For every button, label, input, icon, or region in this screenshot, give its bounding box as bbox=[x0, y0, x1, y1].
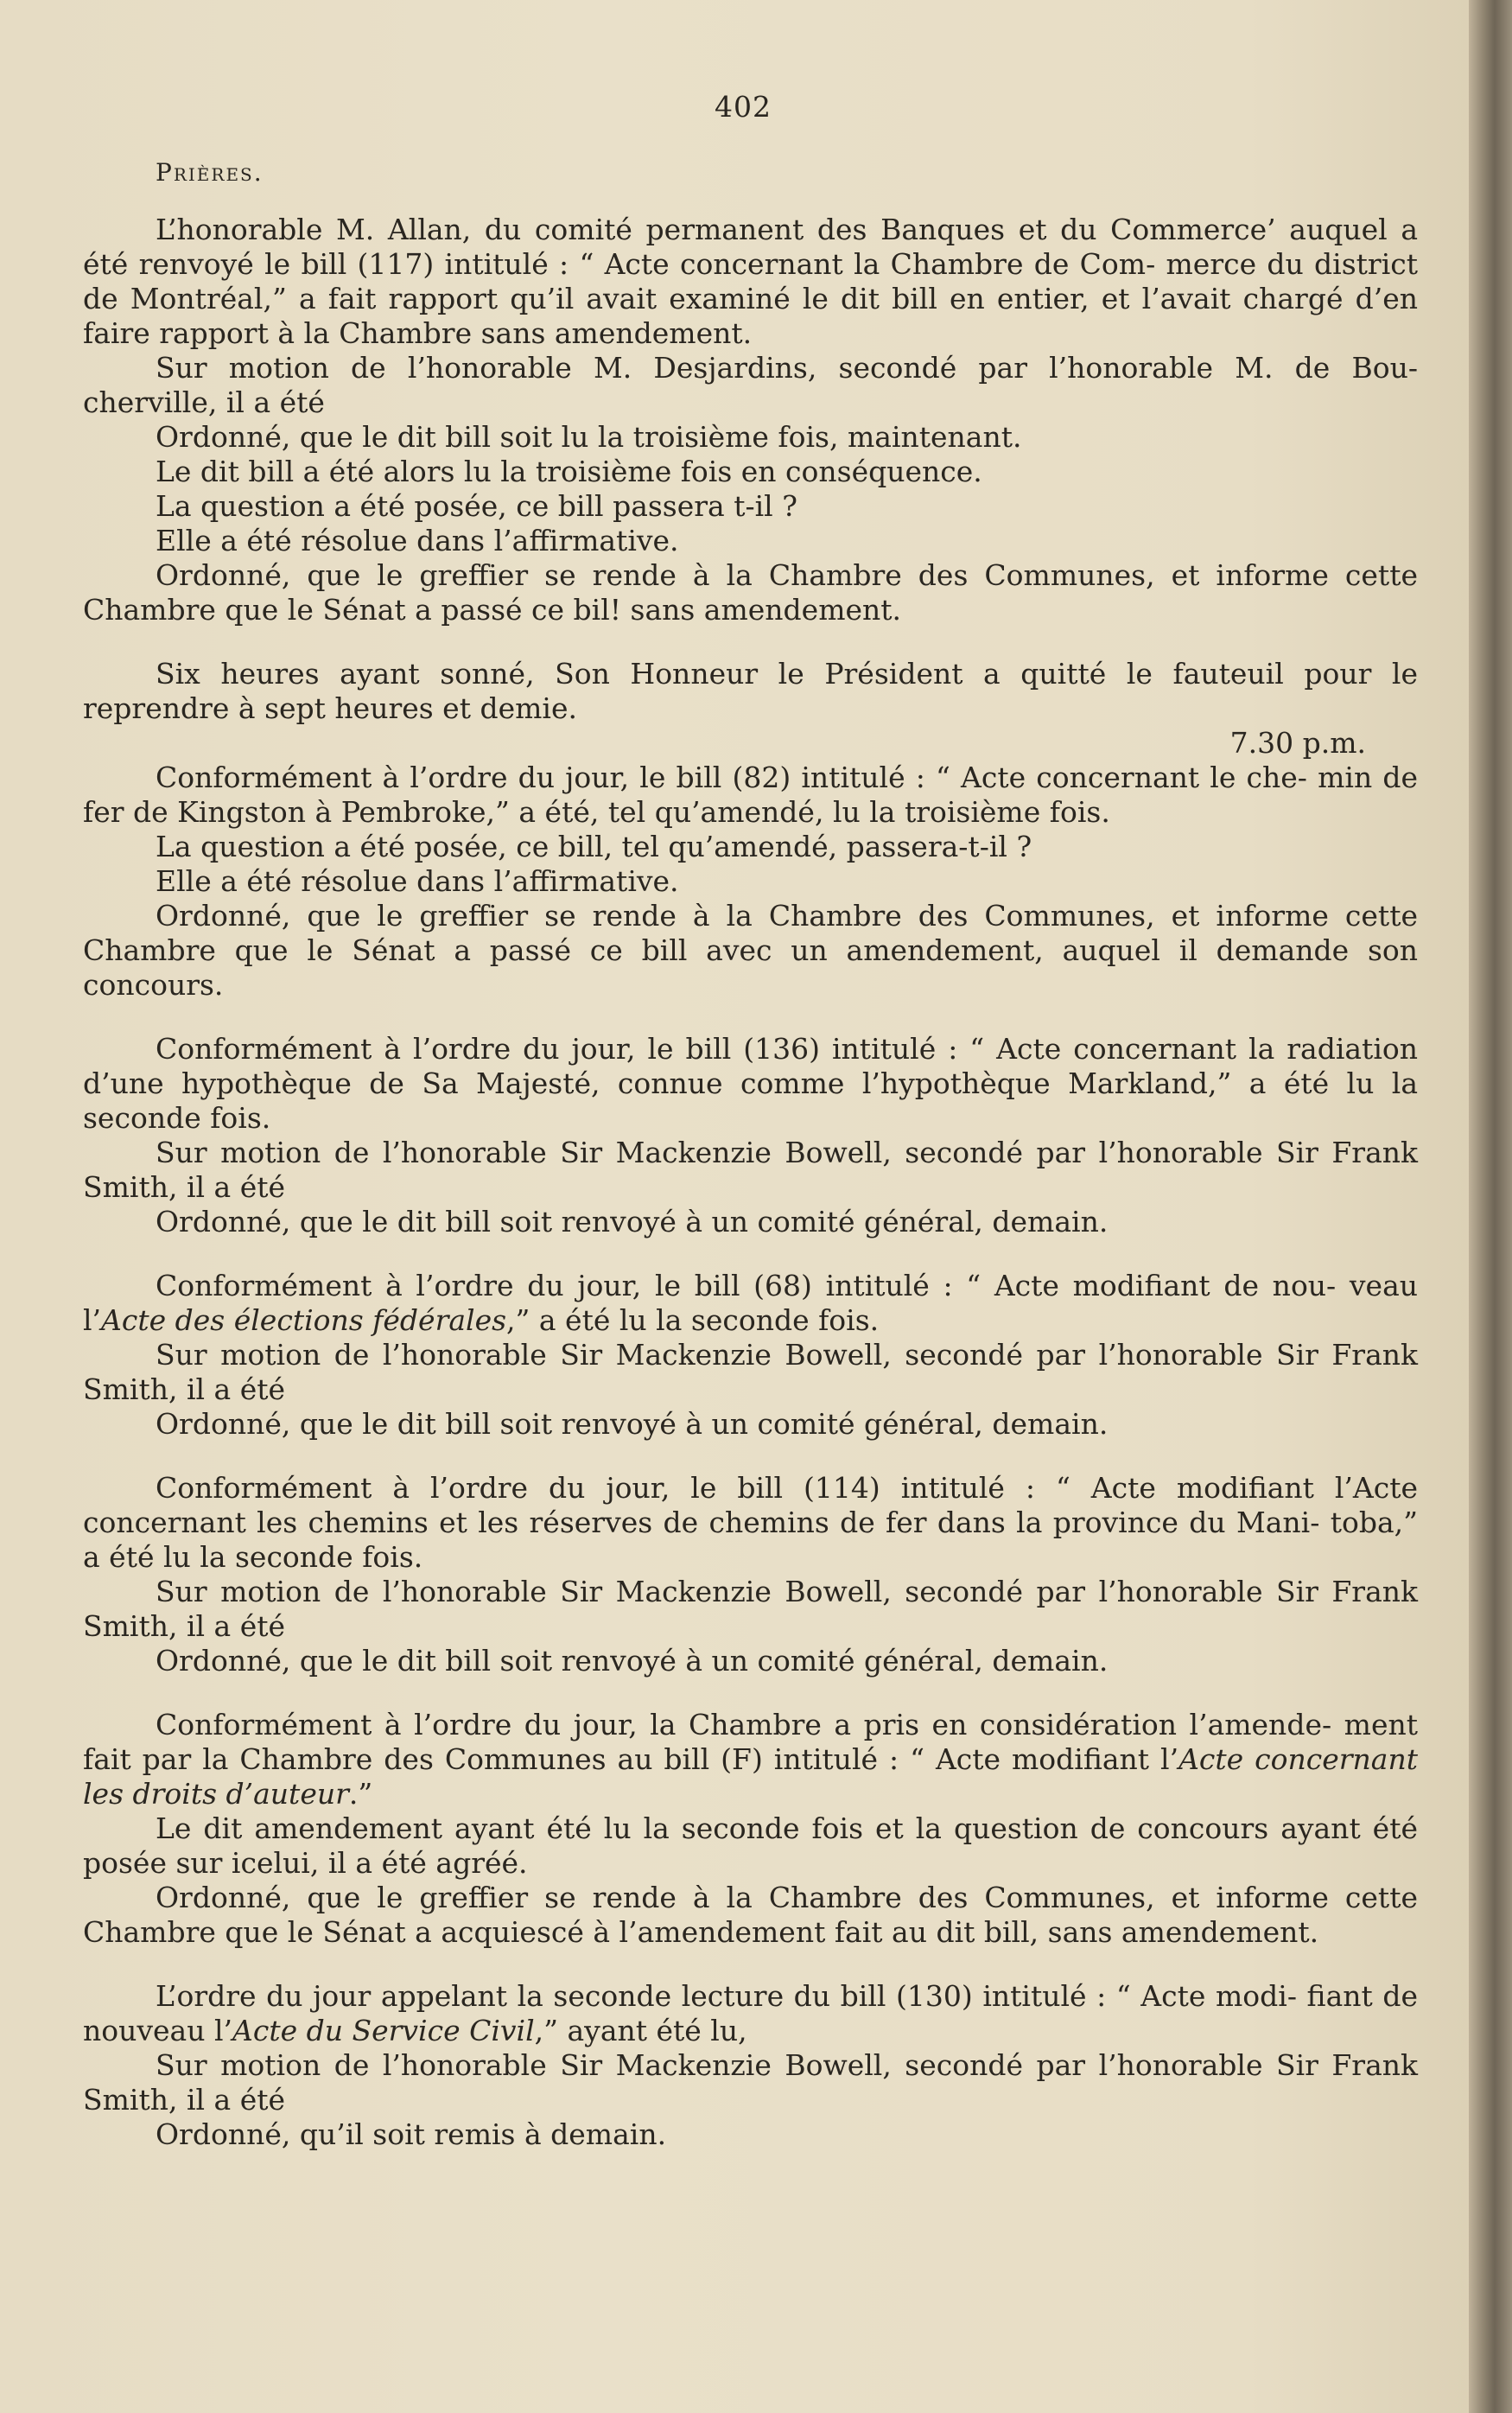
paragraph: Elle a été résolue dans l’affirmative. bbox=[156, 524, 679, 557]
paragraph: Conformément à l’ordre du jour, la Chambre a pris en considération l’amende- ment fait par la Chambre des Communes au bill (F) intitulé : “ Acte modifiant l’Acte concernant les droits d’auteur.” bbox=[83, 1708, 1418, 1811]
paragraph-gap bbox=[83, 1442, 1418, 1471]
document-body bbox=[83, 156, 1418, 2152]
time-stamp: 7.30 p.m. bbox=[1229, 726, 1366, 760]
paragraph-gap bbox=[83, 1950, 1418, 1979]
paragraph-gap bbox=[83, 1003, 1418, 1032]
paragraph: Ordonné, qu’il soit remis à demain. bbox=[156, 2117, 667, 2151]
paragraph: Ordonné, que le dit bill soit lu la troisième fois, maintenant. bbox=[156, 420, 1022, 454]
paragraph: Sur motion de l’honorable M. Desjardins, secondé par l’honorable M. de Bou- cherville, il a été bbox=[83, 351, 1418, 419]
paragraph: La question a été posée, ce bill passera t-il ? bbox=[156, 489, 797, 523]
paragraph: Ordonné, que le dit bill soit renvoyé à un comité général, demain. bbox=[156, 1644, 1109, 1678]
paragraph: Sur motion de l’honorable Sir Mackenzie Bowell, secondé par l’honorable Sir Frank Smith, il a été bbox=[83, 1136, 1418, 1204]
paragraph: Conformément à l’ordre du jour, le bill (114) intitulé : “ Acte modifiant l’Acte concernant les chemins et les réserves de chemins de fer dans la province du Mani- toba,” a été lu la seconde fois. bbox=[83, 1471, 1418, 1574]
paragraph: Conformément à l’ordre du jour, le bill (82) intitulé : “ Acte concernant le che- min de fer de Kingston à Pembroke,” a été, tel qu’amendé, lu la troisième fois. bbox=[83, 761, 1418, 829]
paragraph: Six heures ayant sonné, Son Honneur le Président a quitté le fauteuil pour le reprendre à sept heures et demie. bbox=[83, 657, 1418, 725]
paragraph: Elle a été résolue dans l’affirmative. bbox=[156, 864, 679, 898]
paragraph-gap bbox=[83, 1678, 1418, 1708]
paragraph: Sur motion de l’honorable Sir Mackenzie Bowell, secondé par l’honorable Sir Frank Smith, il a été bbox=[83, 1338, 1418, 1406]
paragraph-gap bbox=[83, 1239, 1418, 1269]
paragraph: Ordonné, que le dit bill soit renvoyé à un comité général, demain. bbox=[156, 1407, 1109, 1441]
paragraph: L’ordre du jour appelant la seconde lecture du bill (130) intitulé : “ Acte modi- fiant de nouveau l’Acte du Service Civil,” ayant été lu, bbox=[83, 1979, 1418, 2047]
paragraph-list bbox=[83, 213, 1418, 2152]
paragraph: Conformément à l’ordre du jour, le bill (68) intitulé : “ Acte modifiant de nou- veau l’Acte des élections fédérales,” a été lu la seconde fois. bbox=[83, 1269, 1418, 1337]
paragraph-gap bbox=[83, 627, 1418, 657]
paragraph: Ordonné, que le dit bill soit renvoyé à un comité général, demain. bbox=[156, 1205, 1109, 1238]
paragraph: Sur motion de l’honorable Sir Mackenzie Bowell, secondé par l’honorable Sir Frank Smith, il a été bbox=[83, 2048, 1418, 2117]
paragraph: Le dit bill a été alors lu la troisième fois en conséquence. bbox=[156, 455, 982, 488]
paragraph: Ordonné, que le greffier se rende à la Chambre des Communes, et informe cette Chambre que le Sénat a passé ce bill avec un amendement, auquel il demande son concours. bbox=[83, 899, 1418, 1002]
section-heading: Prières. bbox=[156, 158, 264, 187]
paragraph: L’honorable M. Allan, du comité permanent des Banques et du Commerce’ auquel a été renvoyé le bill (117) intitulé : “ Acte concernant la Chambre de Com- merce du district de Montréal,” a fait rapport qu’il avait examiné le dit bill en entier, et l’avait chargé d’en faire rapport à la Chambre sans amendement. bbox=[83, 213, 1418, 350]
page-binding bbox=[1469, 0, 1512, 2413]
paragraph: La question a été posée, ce bill, tel qu’amendé, passera-t-il ? bbox=[156, 830, 1032, 863]
paragraph: Conformément à l’ordre du jour, le bill (136) intitulé : “ Acte concernant la radiation d’une hypothèque de Sa Majesté, connue comme l’hypothèque Markland,” a été lu la seconde fois. bbox=[83, 1032, 1418, 1135]
page-number: 402 bbox=[715, 90, 772, 124]
paragraph: Sur motion de l’honorable Sir Mackenzie Bowell, secondé par l’honorable Sir Frank Smith, il a été bbox=[83, 1575, 1418, 1643]
paragraph: Ordonné, que le greffier se rende à la Chambre des Communes, et informe cette Chambre que le Sénat a acquiescé à l’amendement fait au dit bill, sans amendement. bbox=[83, 1881, 1418, 1949]
paragraph: Le dit amendement ayant été lu la seconde fois et la question de concours ayant été posée sur icelui, il a été agréé. bbox=[83, 1811, 1418, 1880]
paragraph: Ordonné, que le greffier se rende à la Chambre des Communes, et informe cette Chambre que le Sénat a passé ce bil! sans amendement. bbox=[83, 558, 1418, 627]
